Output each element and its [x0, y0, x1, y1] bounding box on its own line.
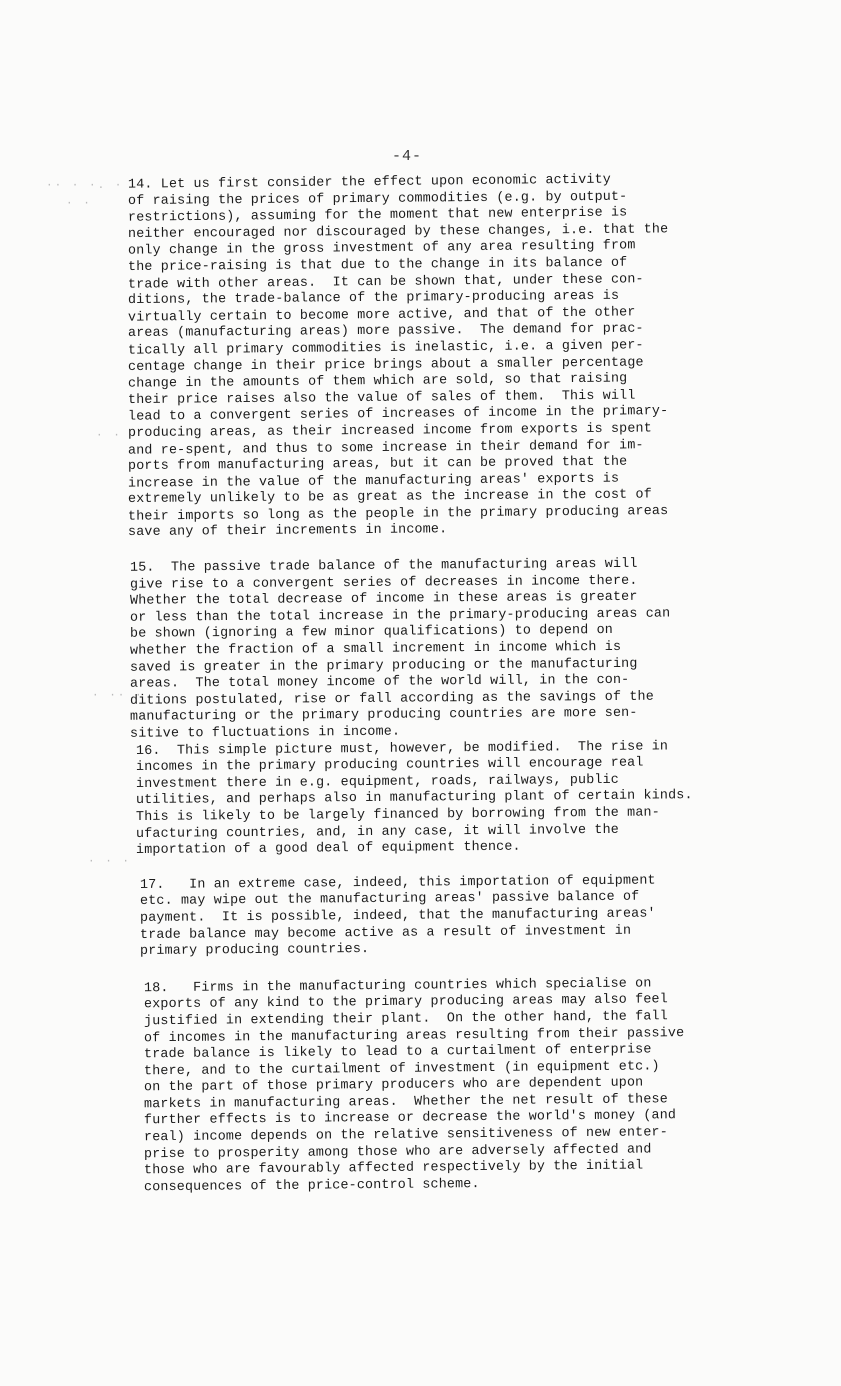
text-line: 17. In an extreme case, indeed, this importation of equipment: [139, 873, 656, 893]
text-line: restrictions), assuming for the moment that new enterprise is: [127, 205, 628, 226]
text-line: only change in the gross investment of any area resulting from: [127, 238, 636, 260]
paragraph-18: [144, 978, 828, 1194]
paragraph-14: [128, 174, 828, 539]
text-line: tically all primary commodities is inelastic, i.e. a given per-: [127, 338, 644, 359]
text-line: those who are favourably affected respectively by the initial: [143, 1158, 644, 1179]
text-line: ufacturing countries, and, in any case, it will involve the: [135, 822, 620, 842]
text-line: further effects is to increase or decrease the world's money (and: [143, 1108, 677, 1129]
document-body: [127, 172, 828, 1196]
bleed-through-marks: · · ·: [88, 856, 132, 868]
text-line: trade balance may become active as a result of investment in: [139, 923, 632, 943]
text-line: or less than the total increase in the primary-producing areas can: [129, 606, 671, 626]
text-line: increase in the value of the manufacturing areas' exports is: [127, 471, 620, 492]
text-line: save any of their increments in income.: [127, 522, 448, 541]
text-line: 14. Let us first consider the effect upon economic activity: [127, 172, 612, 193]
text-line: ditions postulated, rise or fall according as the savings of the: [129, 689, 654, 709]
text-line: consequences of the price-control scheme.: [143, 1176, 480, 1196]
text-line: trade balance is likely to lead to a curtailment of enterprise: [143, 1042, 652, 1063]
text-line: there, and to the curtailment of investment (in equipment etc.): [143, 1059, 660, 1079]
text-line: of incomes in the manufacturing areas resulting from their passive: [143, 1025, 685, 1046]
text-line: justified in extending their plant. On the other hand, the fall: [143, 1009, 668, 1030]
text-line: ports from manufacturing areas, but it can be proved that the: [127, 454, 628, 475]
text-line: importation of a good deal of equipment thence.: [135, 839, 521, 859]
bleed-through-marks: · ·· ·: [92, 690, 144, 702]
text-line: incomes in the primary producing countries will encourage real: [135, 755, 644, 776]
bleed-through-marks: ·· · ·. ·: [46, 180, 124, 192]
text-line: lead to a convergent series of increases of income in the primary-: [127, 404, 669, 425]
text-line: exports of any kind to the primary producing areas may also feel: [143, 992, 668, 1013]
text-line: areas (manufacturing areas) more passive. The demand for prac-: [127, 321, 644, 342]
text-line: real) income depends on the relative sensitiveness of new enter-: [143, 1125, 668, 1146]
text-line: virtually certain to become more active, and that of the other: [127, 305, 636, 326]
text-line: This is likely to be largely financed by borrowing from the man-: [135, 805, 660, 825]
text-line: saved is greater in the primary producing or the manufacturing: [129, 656, 638, 676]
text-line: of raising the prices of primary commodities (e.g. by output-: [127, 189, 628, 209]
text-line: payment. It is possible, indeed, that the manufacturing areas': [139, 906, 656, 926]
text-line: whether the fraction of a small increment in income which is: [129, 639, 622, 659]
paragraph-17: [140, 875, 828, 958]
bleed-through-marks: · ·: [66, 198, 92, 210]
text-line: areas. The total money income of the world will, in the con-: [129, 673, 630, 692]
text-line: prise to prosperity among those who are adversely affected and: [143, 1142, 652, 1162]
text-line: markets in manufacturing areas. Whether the net result of these: [143, 1092, 668, 1113]
text-line: their imports so long as the people in the primary producing areas: [127, 503, 669, 525]
text-line: 15. The passive trade balance of the manufacturing areas will: [129, 556, 638, 576]
paragraph-16: [135, 738, 828, 859]
text-line: etc. may wipe out the manufacturing areas' passive balance of: [139, 889, 640, 910]
text-line: Whether the total decrease of income in these areas is greater: [129, 590, 638, 609]
text-line: their price raises also the value of sales of them. This will: [127, 388, 636, 408]
text-line: manufacturing or the primary producing countries are more sen-: [129, 706, 638, 726]
text-line: the price-raising is that due to the change in its balance of: [127, 255, 628, 276]
text-line: change in the amounts of them which are sold, so that raising: [127, 371, 628, 392]
page-number: -4-: [392, 148, 423, 165]
bleed-through-marks: · · ·: [96, 430, 140, 442]
text-line: investment there in e.g. equipment, roads, railways, public: [135, 772, 620, 792]
text-line: primary producing countries.: [139, 942, 370, 960]
text-line: ditions, the trade-balance of the primary-producing areas is: [127, 288, 620, 309]
text-line: centage change in their price brings about a smaller percentage: [127, 355, 644, 375]
text-line: trade with other areas. It can be shown that, under these con-: [127, 271, 644, 293]
text-line: utilities, and perhaps also in manufacturing plant of certain kinds.: [135, 788, 693, 809]
text-line: and re-spent, and thus to some increase in their demand for im-: [127, 437, 644, 459]
text-line: neither encouraged nor discouraged by these changes, i.e. that the: [127, 222, 669, 242]
text-line: 18. Firms in the manufacturing countries which specialise on: [143, 976, 652, 997]
text-line: extremely unlikely to be as great as the increase in the cost of: [127, 487, 652, 508]
text-line: producing areas, as their increased income from exports is spent: [127, 421, 652, 441]
text-line: be shown (ignoring a few minor qualifications) to depend on: [129, 623, 614, 643]
text-line: give rise to a convergent series of decreases in income there.: [129, 573, 638, 593]
paragraph-15: [130, 558, 828, 741]
text-line: 16. This simple picture must, however, be modified. The rise in: [135, 738, 669, 759]
text-line: sitive to fluctuations in income.: [129, 724, 401, 742]
text-line: on the part of those primary producers who are dependent upon: [143, 1075, 644, 1096]
